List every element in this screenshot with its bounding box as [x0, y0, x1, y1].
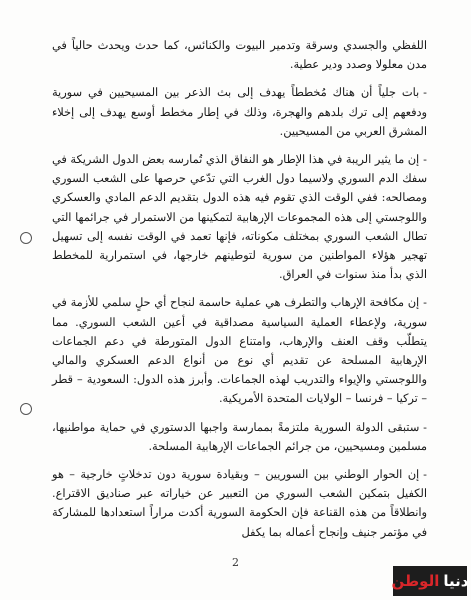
paragraph-text: اللفظي والجسدي وسرقة وتدمير البيوت والكنائس، كما حدث ويحدث حالياً في مدن معلولا وصدد ودير عطية. — [52, 39, 427, 72]
bullet-dash: - — [423, 468, 427, 482]
bullet-dash: - — [423, 153, 427, 167]
bullet-dash: - — [423, 420, 427, 434]
bullet-dash: - — [423, 296, 427, 310]
watermark-text-part-a: دنيا — [443, 571, 469, 590]
binder-hole-bottom — [20, 403, 32, 415]
paragraph-text: بات جلياً أن هناك مُخططاً يهدف إلى بث الذعر بين المسيحيين في سورية ودفعهم إلى ترك بلدهم والهجرة، وذلك في إطار مخطط أوسع يهدف إلى إخلاء المشرق العربي من المسيحيين. — [52, 86, 427, 138]
paragraph-text: إن الحوار الوطني بين السوريين – وبقيادة سورية دون تدخلاتٍ خارجية – هو الكفيل بتمكين الشعب السوري من التعبير عن خياراته عبر صناديق الاقتراع. وانطلاقاً من هذه القناعة فإن الحكومة السورية أكدت مراراً استعدادها للمشاركة في مؤتمر جنيف وإنجاح أعماله بما يكفل — [52, 468, 427, 539]
bullet-paragraph — [52, 150, 427, 284]
paragraph-text: ستبقى الدولة السورية ملتزمةً بممارسة واجبها الدستوري في حماية مواطنيها، مسلمين ومسيحيين، من جرائم الجماعات الإرهابية المسلحة. — [52, 420, 427, 453]
bullet-paragraph — [52, 293, 427, 408]
watermark-text-part-b: الوطن — [391, 571, 440, 590]
bullet-paragraph — [52, 418, 427, 456]
paragraph-text: إن مكافحة الإرهاب والتطرف هي عملية حاسمة لنجاح أي حلٍ سلمي للأزمة في سورية، ولإعطاء العملية السياسية مصداقية في أعين الشعب السوري. مما يتطلّب وقف العنف والإرهاب، وامتناع الدول المتورطة في دعم الجماعات الإرهابية المسلحة عن تقديم أي نوع من أنواع الدعم العسكري والمالي واللوجستي والإيواء والتدريب لهذه الجماعات. وأبرز هذه الدول: السعودية – قطر – تركيا – فرنسا – الولايات المتحدة الأمريكية. — [52, 296, 427, 406]
bullet-paragraph — [52, 83, 427, 141]
paragraph — [52, 36, 427, 74]
page-number: 2 — [232, 556, 239, 569]
binder-hole-top — [20, 232, 32, 244]
paragraph-text: إن ما يثير الريبة في هذا الإطار هو النفاق الذي تُمارسه بعض الدول الشريكة في سفك الدم السوري ولاسيما دول الغرب التي تدّعي حرصها على الشعب السوري ومصالحه: ففي الوقت الذي تقوم فيه هذه الدول بتقديم الدعم المادي والعسكري واللوجستي إلى هذه المجموعات الإرهابية لتمكينها من الاستمرار في جرائمها التي تطال الشعب السوري بمختلف مكوناته، فإنها تعمد في الوقت نفسه إلى تسهيل تهجير هؤلاء المواطنين من سورية لتوطينهم خارجها، في استمرارية للمخطط الذي بدأ منذ سنوات في العراق. — [52, 153, 427, 282]
document-body — [52, 36, 427, 551]
bullet-dash: - — [423, 86, 427, 100]
watermark-logo — [393, 566, 467, 596]
bullet-paragraph — [52, 465, 427, 542]
